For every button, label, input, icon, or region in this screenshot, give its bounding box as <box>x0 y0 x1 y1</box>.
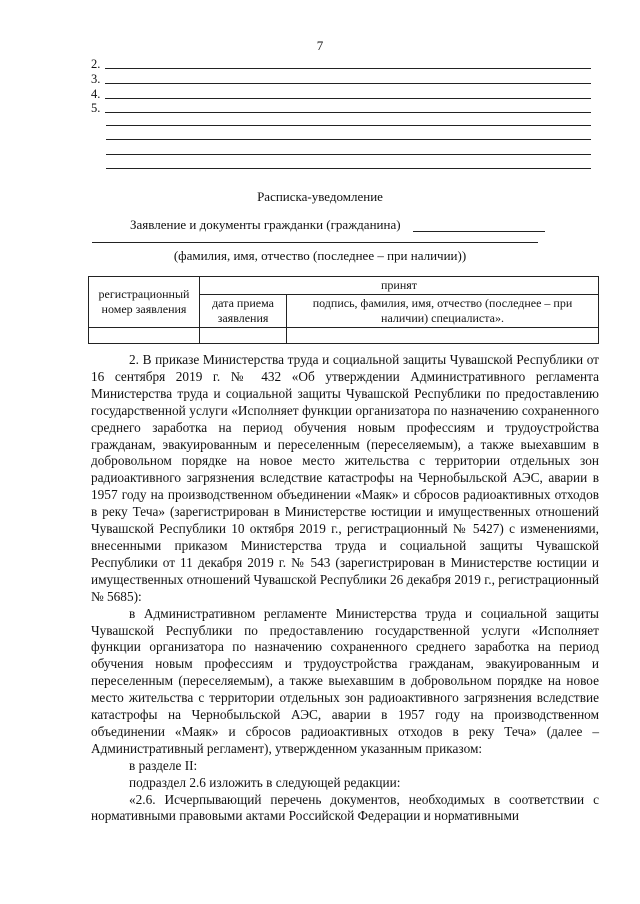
paragraph: 2. В приказе Министерства труда и социальной защиты Чувашской Республики от 16 сентября 2019 г. № 432 «Об утверждении Административного регламента Министерства труда и социальной защиты Чувашской Республики по предоставлению государственной услуги «Исполняет функции организатора по назначению сохраненного среднего заработка на период обучения новым профессиям и трудоустройства гражданам, эвакуированным и переселенным (переселяемым), а также выехавшим в добровольном порядке на новое место жительства с территории отдельных зон радиоактивного загрязнения вследствие катастрофы на Чернобыльской АЭС, аварии в 1957 году на производственном объединении «Маяк» и сбросов радиоактивных отходов в реку Теча» (зарегистрирован в Министерстве юстиции и имущественных отношений Чувашской Республики 10 октября 2019 г., регистрационный № 5427) с изменениями, внесенными приказом Министерства труда и социальной защиты Чувашской Республики от 11 декабря 2019 г. № 543 (зарегистрирован в Министерстве юстиции и имущественных отношений Чувашской Республики 26 декабря 2019 г., регистрационный № 5685): <box>91 352 599 604</box>
receipt-table <box>88 276 599 344</box>
fill-line <box>106 168 591 169</box>
table-cell <box>200 328 287 344</box>
paragraph: в разделе II: <box>129 757 198 773</box>
accepted-header: принят <box>200 277 599 295</box>
reg-number-header: регистрационный номер заявления <box>89 277 200 328</box>
body-text <box>91 352 599 825</box>
statement-line: Заявление и документы гражданки (гражданина) <box>130 217 401 232</box>
page-number: 7 <box>316 38 324 53</box>
applicant-fill-line <box>413 231 545 232</box>
line-number: 3. <box>91 72 101 86</box>
signature-header: подпись, фамилия, имя, отчество (последнее – при наличии) специалиста». <box>287 295 599 328</box>
paragraph: «2.6. Исчерпывающий перечень документов, необходимых в соответствии с нормативными правовыми актами Российской Федерации и нормативными <box>91 791 599 824</box>
paragraph: подраздел 2.6 изложить в следующей редакции: <box>129 774 401 790</box>
line-number: 4. <box>91 87 101 101</box>
fill-line <box>105 98 591 99</box>
form-title: Расписка-уведомление <box>257 189 383 204</box>
fill-line <box>106 139 591 140</box>
numbered-line <box>91 87 591 101</box>
fill-line <box>105 112 591 113</box>
fill-line <box>106 154 591 155</box>
table-cell <box>89 328 200 344</box>
numbered-line <box>91 57 591 71</box>
fio-caption: (фамилия, имя, отчество (последнее – при наличии)) <box>173 248 467 263</box>
fill-line <box>105 83 591 84</box>
line-number: 2. <box>91 57 101 71</box>
table-cell <box>287 328 599 344</box>
date-header: дата приема заявления <box>200 295 287 328</box>
numbered-line <box>91 101 591 115</box>
fill-line <box>106 125 591 126</box>
numbered-line <box>91 72 591 86</box>
applicant-fill-line <box>92 242 538 243</box>
fill-line <box>105 68 591 69</box>
paragraph: в Административном регламенте Министерства труда и социальной защиты Чувашской Республики по предоставлению государственной услуги «Исполняет функции организатора по назначению сохраненного среднего заработка на период обучения новым профессиям и трудоустройства гражданам, эвакуированным и переселенным (переселяемым), а также выехавшим в добровольном порядке на новое место жительства с территории отдельных зон радиоактивного загрязнения вследствие катастрофы на Чернобыльской АЭС, аварии в 1957 году на производственном объединении «Маяк» и сбросов радиоактивных отходов в реку Теча» (далее – Административный регламент), утвержденном указанным приказом: <box>91 605 599 756</box>
line-number: 5. <box>91 101 101 115</box>
